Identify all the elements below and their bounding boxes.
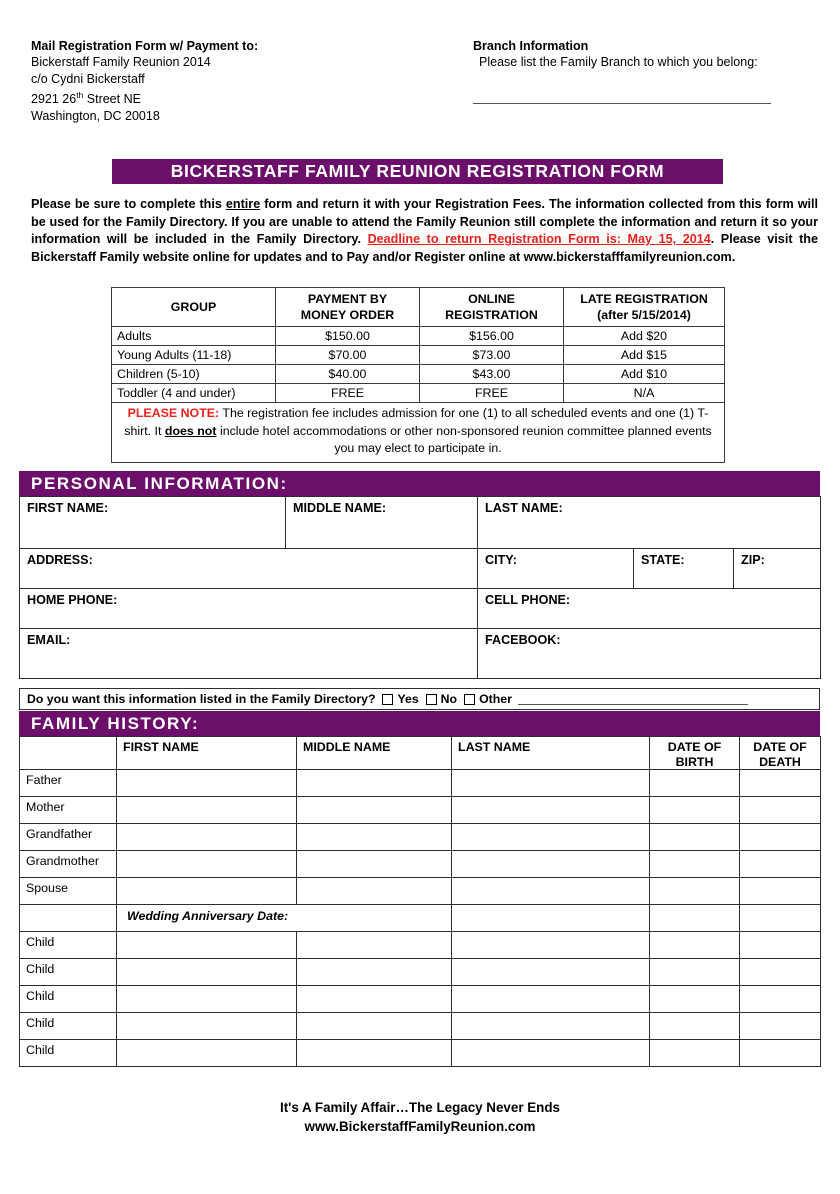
- family-history-header-date-of-death: [740, 737, 821, 770]
- mail-block-line-3: [31, 87, 431, 108]
- fees-row-2-late: Add $10: [564, 365, 725, 384]
- table-row: [20, 824, 821, 851]
- fees-header-money-order-line1: PAYMENT BY: [307, 292, 388, 306]
- directory-question-label: Do you want this information listed in the Family Directory?: [27, 692, 376, 706]
- family-row-child-1-middle-name[interactable]: [297, 932, 452, 959]
- fees-note-emphasis: does not: [164, 423, 217, 438]
- mail-block-line-2: c/o Cydni Bickerstaff: [31, 71, 145, 86]
- family-row-child-1-last-name[interactable]: [452, 932, 650, 959]
- family-row-child-5-dob[interactable]: [650, 1040, 740, 1067]
- family-row-grandfather-middle-name[interactable]: [297, 824, 452, 851]
- fees-row-3-group: Toddler (4 and under): [112, 384, 276, 403]
- fees-header-money-order: [276, 288, 420, 327]
- fees-header-online: [420, 288, 564, 327]
- family-row-child-1-dod[interactable]: [740, 932, 821, 959]
- mail-block-line-1: Bickerstaff Family Reunion 2014: [31, 55, 211, 69]
- family-row-spouse-dob[interactable]: [650, 878, 740, 905]
- dod-header-line2: DEATH: [759, 754, 801, 769]
- family-row-father-last-name[interactable]: [452, 770, 650, 797]
- wedding-anniversary-label[interactable]: Wedding Anniversary Date:: [117, 905, 452, 932]
- table-row: [112, 327, 725, 346]
- family-row-child-2-middle-name[interactable]: [297, 959, 452, 986]
- family-row-father-label: Father: [20, 770, 117, 797]
- anniversary-dod-cell[interactable]: [740, 905, 821, 932]
- anniversary-row-empty-label: [20, 905, 117, 932]
- checkbox-other-label: Other: [479, 692, 512, 706]
- family-row-mother-first-name[interactable]: [117, 797, 297, 824]
- street-number: 2921 26: [31, 92, 77, 107]
- table-row: [20, 959, 821, 986]
- footer: [0, 1098, 840, 1136]
- fees-row-2-group: Children (5-10): [112, 365, 276, 384]
- family-row-grandmother-first-name[interactable]: [117, 851, 297, 878]
- family-row-child-5-last-name[interactable]: [452, 1040, 650, 1067]
- checkbox-yes[interactable]: [382, 694, 393, 705]
- directory-listing-question-row: [19, 688, 820, 710]
- table-row: [112, 384, 725, 403]
- form-title-banner: BICKERSTAFF FAMILY REUNION REGISTRATION FORM: [112, 159, 723, 184]
- family-row-child-4-label: Child: [20, 1013, 117, 1040]
- family-row-mother-label: Mother: [20, 797, 117, 824]
- family-row-child-4-dob[interactable]: [650, 1013, 740, 1040]
- table-row: [112, 346, 725, 365]
- wedding-anniversary-row: [20, 905, 821, 932]
- family-history-header-row: [20, 737, 821, 770]
- mail-block-line-4: Washington, DC 20018: [31, 108, 160, 123]
- table-row: [20, 770, 821, 797]
- other-write-in-line[interactable]: [518, 693, 748, 705]
- family-row-grandfather-label: Grandfather: [20, 824, 117, 851]
- family-row-spouse-dod[interactable]: [740, 878, 821, 905]
- family-history-header-date-of-birth: [650, 737, 740, 770]
- intro-paragraph: [31, 196, 818, 266]
- checkbox-other[interactable]: [464, 694, 475, 705]
- family-row-father-first-name[interactable]: [117, 770, 297, 797]
- family-row-mother-dob[interactable]: [650, 797, 740, 824]
- branch-write-in-line[interactable]: [473, 103, 771, 104]
- personal-information-section-bar: PERSONAL INFORMATION:: [19, 471, 820, 496]
- fees-row-0-money-order: $150.00: [276, 327, 420, 346]
- fees-header-late-line2: (after 5/15/2014): [597, 308, 691, 322]
- checkbox-no-label: No: [440, 692, 458, 706]
- fees-note-text-b: include hotel accommodations or other non-sponsored reunion committee planned events you may elect to participate in.: [216, 423, 712, 455]
- family-row-child-3-first-name[interactable]: [117, 986, 297, 1013]
- family-history-header-relation: [20, 737, 117, 770]
- family-row-child-3-dob[interactable]: [650, 986, 740, 1013]
- fees-row-2-money-order: $40.00: [276, 365, 420, 384]
- anniversary-dob-cell[interactable]: [650, 905, 740, 932]
- first-name-field[interactable]: FIRST NAME:: [20, 497, 286, 549]
- family-row-child-5-dod[interactable]: [740, 1040, 821, 1067]
- family-row-child-2-last-name[interactable]: [452, 959, 650, 986]
- facebook-field[interactable]: FACEBOOK:: [478, 629, 821, 679]
- family-history-header-first-name: FIRST NAME: [117, 737, 297, 770]
- fees-row-2-online: $43.00: [420, 365, 564, 384]
- branch-information-block: [473, 38, 793, 71]
- fees-row-3-late: N/A: [564, 384, 725, 403]
- family-row-grandfather-dod[interactable]: [740, 824, 821, 851]
- family-row-child-3-dod[interactable]: [740, 986, 821, 1013]
- fees-row-3-money-order: FREE: [276, 384, 420, 403]
- fees-note-text-a: The registration fee includes admission for one (1) to all scheduled events and one (1) T-shirt. It: [124, 406, 709, 438]
- family-row-mother-last-name[interactable]: [452, 797, 650, 824]
- family-row-child-4-first-name[interactable]: [117, 1013, 297, 1040]
- fees-header-late: [564, 288, 725, 327]
- footer-tagline: It's A Family Affair…The Legacy Never Ends: [279, 1100, 560, 1115]
- table-row: [20, 1040, 821, 1067]
- family-history-section-bar: FAMILY HISTORY:: [19, 711, 820, 736]
- family-row-child-2-label: Child: [20, 959, 117, 986]
- cell-phone-field[interactable]: CELL PHONE:: [478, 589, 821, 629]
- name-row: [20, 497, 821, 549]
- checkbox-yes-label: Yes: [397, 692, 419, 706]
- table-row: [112, 365, 725, 384]
- family-row-child-5-first-name[interactable]: [117, 1040, 297, 1067]
- family-row-child-2-dob[interactable]: [650, 959, 740, 986]
- home-phone-field[interactable]: HOME PHONE:: [20, 589, 478, 629]
- family-row-grandfather-dob[interactable]: [650, 824, 740, 851]
- family-row-child-5-label: Child: [20, 1040, 117, 1067]
- family-row-father-dob[interactable]: [650, 770, 740, 797]
- table-row: [20, 851, 821, 878]
- address-row: [20, 549, 821, 589]
- fees-table: [111, 287, 725, 463]
- fees-row-0-online: $156.00: [420, 327, 564, 346]
- fees-row-0-late: Add $20: [564, 327, 725, 346]
- fees-row-1-online: $73.00: [420, 346, 564, 365]
- family-row-mother-dod[interactable]: [740, 797, 821, 824]
- family-row-child-4-dod[interactable]: [740, 1013, 821, 1040]
- family-row-grandfather-last-name[interactable]: [452, 824, 650, 851]
- family-row-child-1-first-name[interactable]: [117, 932, 297, 959]
- mail-registration-block: [31, 38, 431, 124]
- fees-header-money-order-line2: MONEY ORDER: [300, 308, 395, 322]
- dob-header-line2: BIRTH: [675, 754, 714, 769]
- fees-row-3-online: FREE: [420, 384, 564, 403]
- fees-header-group: GROUP: [112, 288, 276, 327]
- family-row-grandmother-dod[interactable]: [740, 851, 821, 878]
- family-history-header-last-name: LAST NAME: [452, 737, 650, 770]
- table-row: [20, 797, 821, 824]
- deadline-notice: Deadline to return Registration Form is: May 15, 2014: [367, 232, 711, 247]
- intro-part-1: Please be sure to complete this: [31, 197, 226, 211]
- personal-information-grid: [19, 496, 821, 679]
- checkbox-no[interactable]: [426, 694, 437, 705]
- street-name: Street NE: [83, 92, 141, 107]
- city-field[interactable]: CITY:: [478, 549, 634, 589]
- family-row-father-middle-name[interactable]: [297, 770, 452, 797]
- table-row: [20, 986, 821, 1013]
- intro-entire-emphasis: entire: [225, 197, 261, 211]
- family-row-spouse-last-name[interactable]: [452, 878, 650, 905]
- family-row-grandmother-dob[interactable]: [650, 851, 740, 878]
- family-row-child-2-first-name[interactable]: [117, 959, 297, 986]
- family-row-grandfather-first-name[interactable]: [117, 824, 297, 851]
- please-note-label: PLEASE NOTE:: [127, 406, 220, 420]
- family-row-child-1-label: Child: [20, 932, 117, 959]
- family-history-header-middle-name: MIDDLE NAME: [297, 737, 452, 770]
- family-row-child-1-dob[interactable]: [650, 932, 740, 959]
- intro-part-2: form and return it with your Registration Fees. The information collected from this form will be used for the Family Directory. If you are unable to attend the Family Reunion still complete the information and return it so your information will be included in the Family Directory.: [31, 197, 818, 247]
- family-row-child-4-middle-name[interactable]: [297, 1013, 452, 1040]
- family-row-grandmother-label: Grandmother: [20, 851, 117, 878]
- phone-row: [20, 589, 821, 629]
- family-row-child-4-last-name[interactable]: [452, 1013, 650, 1040]
- table-row: [20, 1013, 821, 1040]
- zip-field[interactable]: ZIP:: [734, 549, 821, 589]
- family-row-child-3-middle-name[interactable]: [297, 986, 452, 1013]
- footer-website: www.BickerstaffFamilyReunion.com: [304, 1119, 536, 1134]
- family-row-child-3-label: Child: [20, 986, 117, 1013]
- table-row: [20, 878, 821, 905]
- fees-header-online-line2: REGISTRATION: [445, 308, 538, 322]
- family-row-child-3-last-name[interactable]: [452, 986, 650, 1013]
- family-row-grandmother-middle-name[interactable]: [297, 851, 452, 878]
- family-row-father-dod[interactable]: [740, 770, 821, 797]
- dob-header-line1: DATE OF: [667, 740, 722, 754]
- email-field[interactable]: EMAIL:: [20, 629, 478, 679]
- family-row-spouse-label: Spouse: [20, 878, 117, 905]
- address-field[interactable]: ADDRESS:: [20, 549, 478, 589]
- anniversary-last-name-cell[interactable]: [452, 905, 650, 932]
- family-row-child-2-dod[interactable]: [740, 959, 821, 986]
- fees-header-online-line1: ONLINE: [468, 292, 515, 306]
- family-row-spouse-middle-name[interactable]: [297, 878, 452, 905]
- family-row-spouse-first-name[interactable]: [117, 878, 297, 905]
- fees-header-row: [112, 288, 725, 327]
- fees-header-late-line1: LATE REGISTRATION: [580, 292, 708, 306]
- fees-row-0-group: Adults: [112, 327, 276, 346]
- family-row-mother-middle-name[interactable]: [297, 797, 452, 824]
- street-ordinal-suffix: th: [76, 90, 84, 100]
- fees-note: [112, 403, 725, 463]
- middle-name-field[interactable]: MIDDLE NAME:: [286, 497, 478, 549]
- dod-header-line1: DATE OF: [753, 740, 807, 754]
- fees-row-1-late: Add $15: [564, 346, 725, 365]
- intro-part-3: . Please visit the Bickerstaff Family website online for updates and to Pay and/or Register online at www.bickerstafffamilyreunion.com.: [31, 232, 818, 264]
- family-row-grandmother-last-name[interactable]: [452, 851, 650, 878]
- branch-heading: Branch Information: [473, 39, 589, 53]
- fees-row-1-money-order: $70.00: [276, 346, 420, 365]
- fees-row-1-group: Young Adults (11-18): [112, 346, 276, 365]
- state-field[interactable]: STATE:: [634, 549, 734, 589]
- table-row: [20, 932, 821, 959]
- last-name-field[interactable]: LAST NAME:: [478, 497, 821, 549]
- branch-instruction: Please list the Family Branch to which you belong:: [479, 55, 758, 69]
- family-row-child-5-middle-name[interactable]: [297, 1040, 452, 1067]
- mail-block-heading: Mail Registration Form w/ Payment to:: [31, 39, 259, 53]
- family-history-table: [19, 736, 821, 1067]
- contact-row: [20, 629, 821, 679]
- fees-note-row: [112, 403, 725, 463]
